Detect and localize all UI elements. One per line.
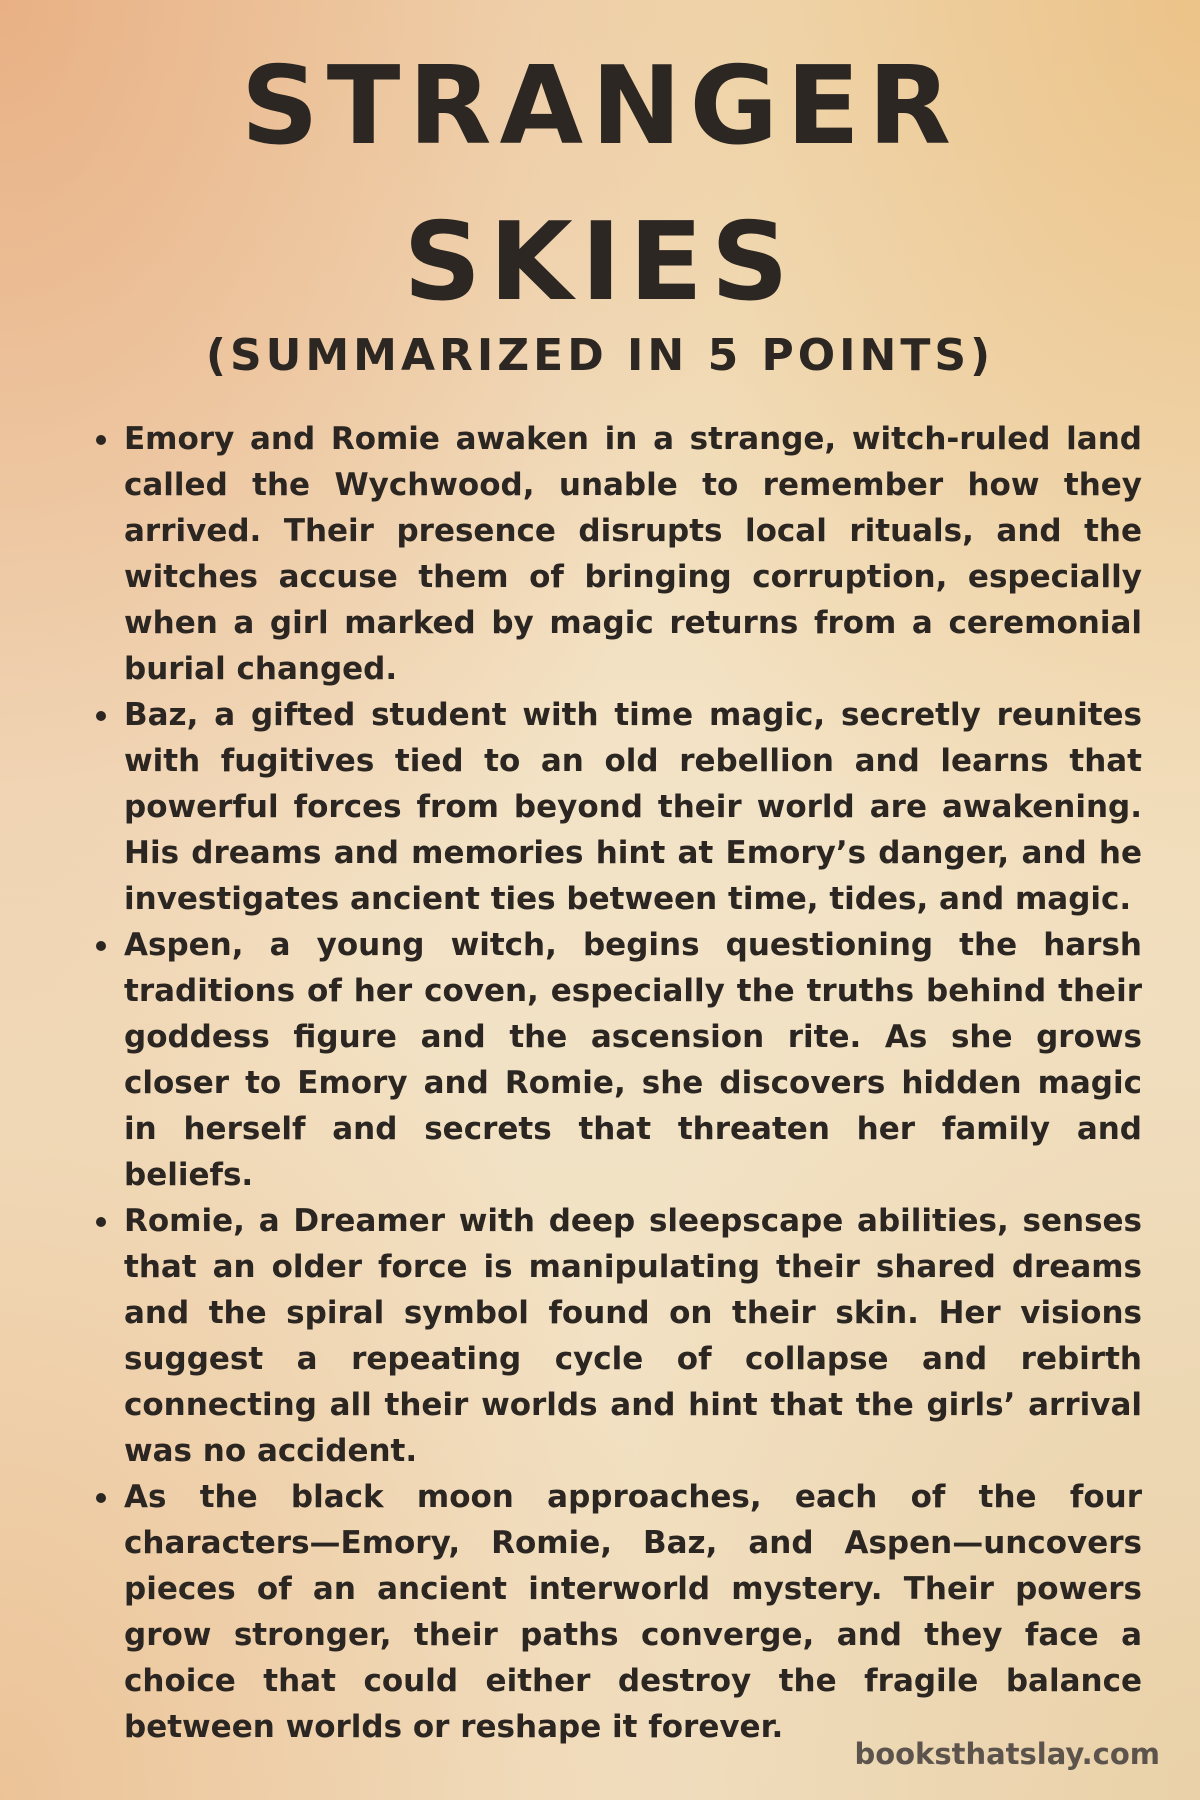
bullet-icon xyxy=(96,435,106,445)
bullet-icon xyxy=(96,1217,106,1227)
summary-point-text: As the black moon approaches, each of the four characters—Emory, Romie, Baz, and Aspen—uncovers pieces of an ancient interworld mystery. Their powers grow stronger, their paths converge, and they face a choice that could either destroy the fragile balance between worlds or reshape it forever. xyxy=(124,1479,1142,1745)
summary-point-5 xyxy=(90,1474,1142,1750)
summary-point-text: Aspen, a young witch, begins questioning the harsh traditions of her coven, especially the truths behind their goddess figure and the ascension rite. As she grows closer to Emory and Romie, she discovers hidden magic in herself and secrets that threaten her family and beliefs. xyxy=(124,927,1142,1193)
summary-point-text: Romie, a Dreamer with deep sleepscape abilities, senses that an older force is manipulating their shared dreams and the spiral symbol found on their skin. Her visions suggest a repeating cycle of collapse and rebirth connecting all their worlds and hint that the girls’ arrival was no accident. xyxy=(124,1203,1142,1469)
page-subtitle: (SUMMARIZED IN 5 POINTS) xyxy=(205,330,995,381)
page-title-line-1: STRANGER xyxy=(240,44,960,169)
summary-point-text: Baz, a gifted student with time magic, secretly reunites with fugitives tied to an old rebellion and learns that powerful forces from beyond their world are awakening. His dreams and memories hint at Emory’s danger, and he investigates ancient ties between time, tides, and magic. xyxy=(124,697,1142,917)
summary-point-text: Emory and Romie awaken in a strange, witch-ruled land called the Wychwood, unable to remember how they arrived. Their presence disrupts local rituals, and the witches accuse them of bringing corruption, especially when a girl marked by magic returns from a ceremonial burial changed. xyxy=(124,421,1142,687)
summary-point-3 xyxy=(90,922,1142,1198)
page-title-line-2: SKIES xyxy=(403,200,797,325)
bullet-icon xyxy=(96,1493,106,1503)
summary-points-list xyxy=(90,416,1142,1750)
site-watermark: booksthatslay.com xyxy=(854,1737,1160,1771)
summary-point-2 xyxy=(90,692,1142,922)
summary-point-4 xyxy=(90,1198,1142,1474)
bullet-icon xyxy=(96,711,106,721)
bullet-icon xyxy=(96,941,106,951)
summary-point-1 xyxy=(90,416,1142,692)
